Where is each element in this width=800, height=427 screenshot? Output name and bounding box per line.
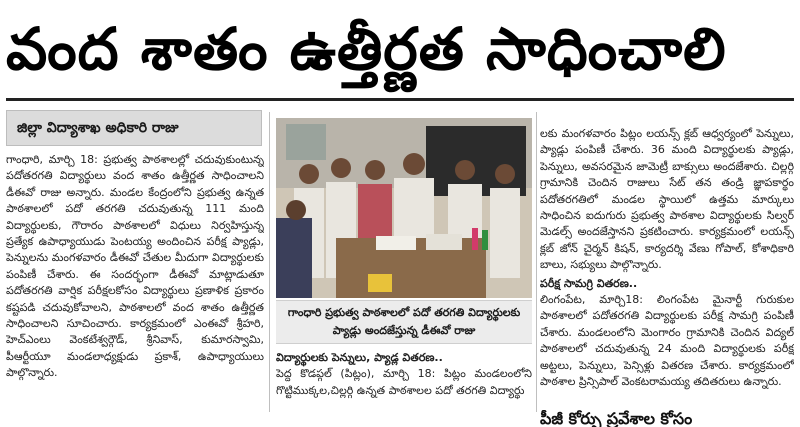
article-continuation: లకు మంగళవారం పిట్లం లయన్స్ క్లబ్ ఆధ్వర్యంలో పెన్నులు, ప్యాడ్లు పంపిణీ చేశారు. 36 మంది విద్యార్థులకు ప్యాడ్లు, పెన్నులు, అవసరమైన జామెట్రీ బాక్సులు అందజేశారు. చిల్లర్గి గ్రామానికి చెందిన రాజులు సేట్ తన తండ్రి జ్ఞాపకార్థం పదోతరగతిలో మండల స్థాయిలో ఉత్తమ మార్కులు సాధించిన ఐదుగురు ప్రభుత్వ పాఠశాల విద్యార్థులకు సిల్వర్ మెడల్స్ అందజేస్తానని ప్రకటించారు. కార్యక్రమంలో లయన్స్ క్లబ్ జోన్ చైర్మన్ కిషన్, కార్యదర్శి వేణు గోపాల్, కోశాధికారి బాలు, సభ్యులు పాల్గొన్నారు. [540, 127, 794, 272]
column-divider [536, 112, 537, 412]
news-photo [276, 118, 532, 298]
column-divider [269, 112, 270, 412]
side-story-heading: విద్యార్థులకు పెన్నులు, ప్యాడ్ల వితరణ.. [276, 351, 443, 364]
article-body-column-3 [540, 126, 794, 409]
headline-divider [6, 98, 794, 101]
article-body-column-1 [6, 152, 264, 402]
next-story-headline-fragment: పీజీ కోర్సు ప్రవేశాల కోసం [540, 410, 693, 427]
side-story-body: లింగంపేట, మార్చి18: లింగంపేట మైనార్టీ గురుకుల పాఠశాలలో పదోతరగతి విద్యార్థులకు పరీక్ష సామగ్రి పంపిణీ చేశారు. మండలంలోని మెంగారం గ్రామానికి చెందిన విద్యల్ పాఠశాలలో చదువుతున్న 24 మంది విద్యార్థులకు పరీక్ష అట్టలు, పెన్నులు, పెన్సిళ్లు వితరణ చేశారు. కార్యక్రమంలో పాఠశాల ప్రిన్సిపాల్ వెంకటరామయ్య తదితరులు ఉన్నారు. [540, 293, 794, 389]
article-body-paragraph: గాంధారి, మార్చి 18: ప్రభుత్వ పాఠశాలల్లో చదువుకుంటున్న పదోతరగతి విద్యార్థులు వంద శాతం ఉత్తీర్ణత సాధించాలని డీఈవో రాజు అన్నారు. మండల కేంద్రంలోని ప్రభుత్వ ఉన్నత పాఠశాలలో పదో తరగతి చదువుతున్న 111 మంది విద్యార్థులకు, గౌరారం పాఠశాలలో విధులు నిర్వహిస్తున్న ప్రత్యేక ఉపాధ్యాయుడు పెంటయ్య అందించిన పరీక్ష ప్యాడ్లు, పెన్నులను మంగళవారం డీఈవో చేతుల మీదుగా విద్యార్థులకు పంపిణీ చేశారు. ఈ సందర్భంగా డీఈవో మాట్లాడుతూ పదోతరగతి వార్షిక పరీక్షలకోసం విద్యార్థులు ప్రణాళిక ప్రకారం కష్టపడి చదువుకోవాలని, పాఠశాలలో వంద శాతం ఉత్తీర్ణత సాధించాలని సూచించారు. కార్యక్రమంలో ఎంఈవో శ్రీహరి, హెచ్ఎంలు వెంకటేశ్వర్గౌడ్, శ్రీనివాస్, కుమారస్వామి, పీఆర్టీయూ మండలాధ్యక్షుడు ప్రకాశ్, ఉపాధ్యాయులు పాల్గొన్నారు. [6, 153, 264, 380]
side-story-body: పెద్ద కొడప్గల్ (పిట్లం), మార్చి 18: పిట్లం మండలంలోని గొట్టిముక్కల,చిల్లర్గి ఉన్నత పాఠశాలల పదో తరగతి విద్యార్థు [276, 367, 532, 397]
side-story-heading: పరీక్ష సామగ్రి వితరణ.. [540, 276, 638, 290]
article-body-column-2 [276, 350, 532, 412]
article-subheadline: జిల్లా విద్యాశాఖ అధికారి రాజు [6, 110, 262, 146]
photo-caption: గాంధారి ప్రభుత్వ పాఠశాలలో పదో తరగతి విద్యార్థులకు ప్యాడ్లు అందజేస్తున్న డీఈవో రాజు [276, 300, 532, 344]
article-headline: వంద శాతం ఉత్తీర్ణత సాధించాలి [6, 15, 727, 83]
